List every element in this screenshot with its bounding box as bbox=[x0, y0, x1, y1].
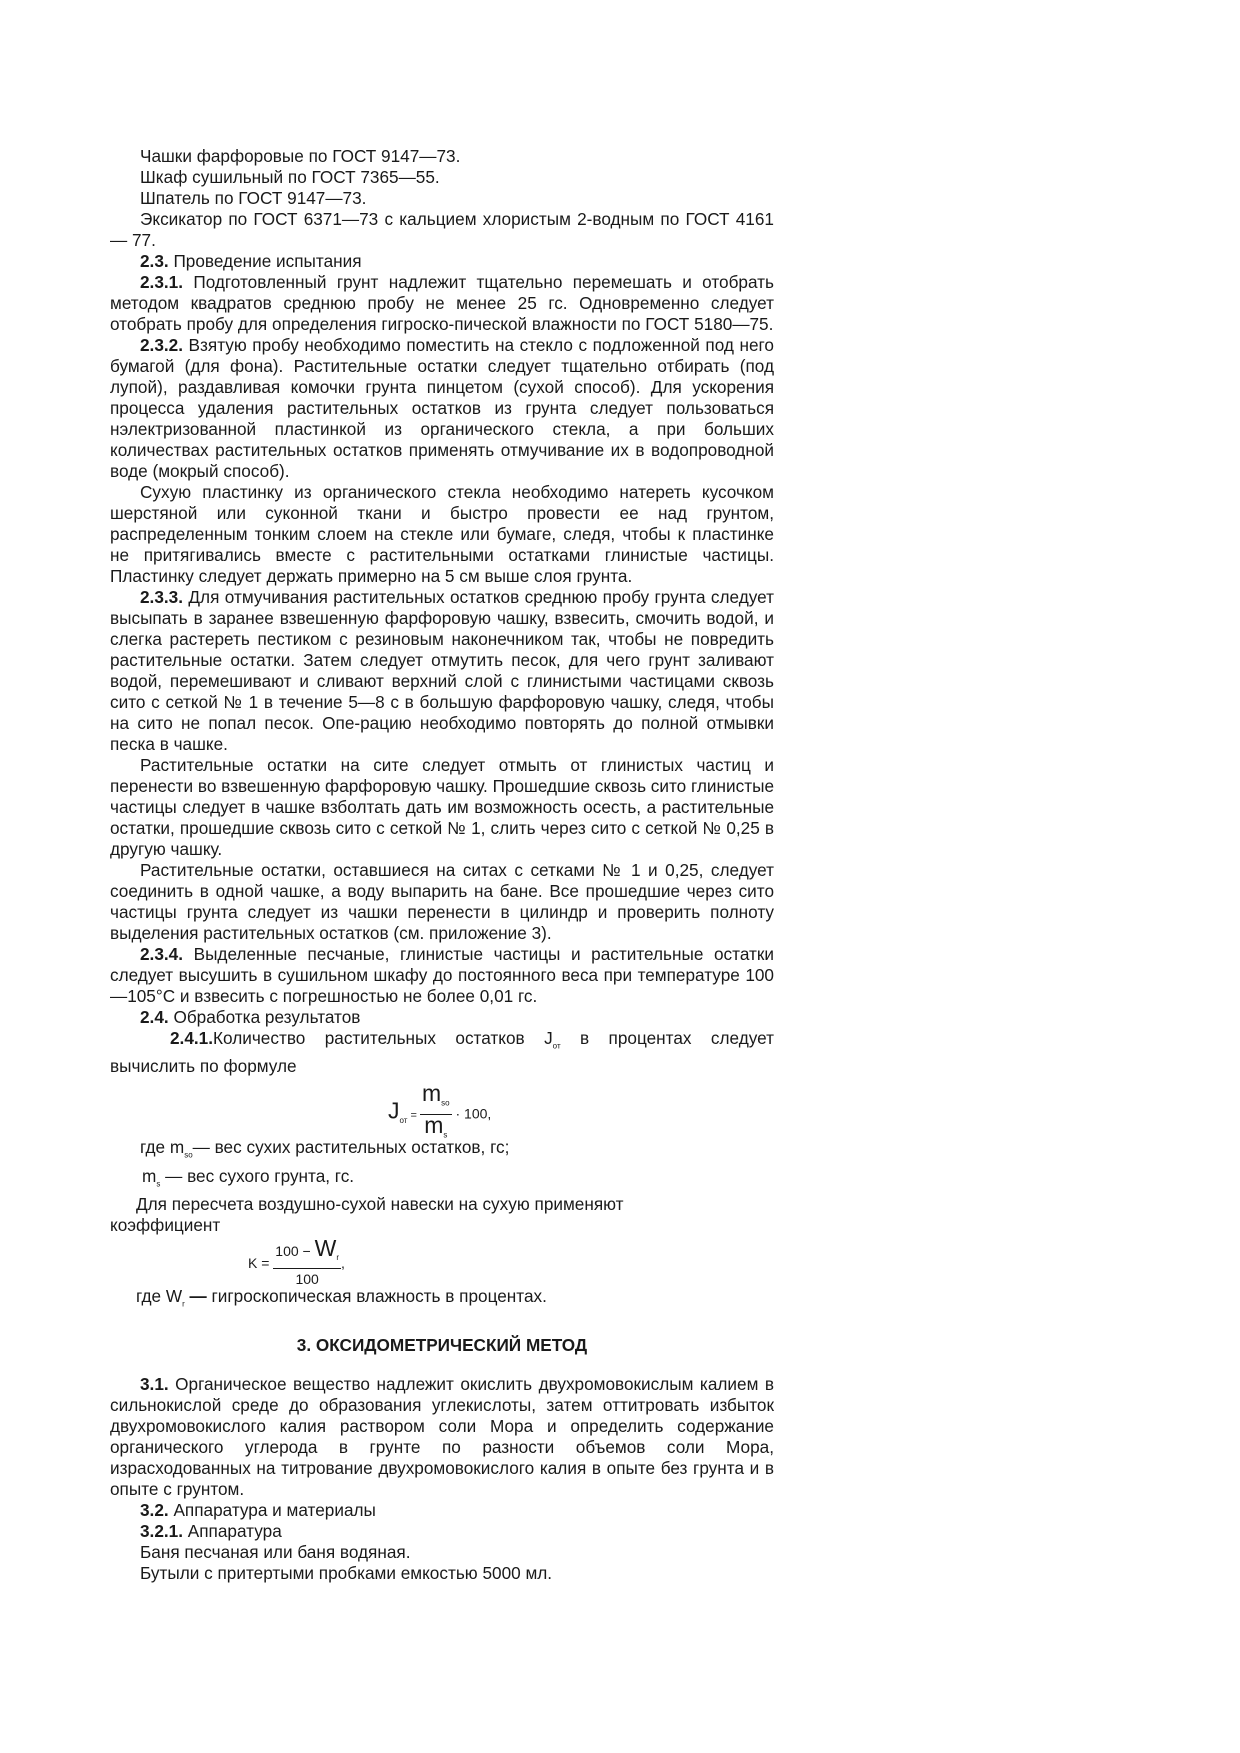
clause-2-3-2 bbox=[110, 335, 774, 482]
where-text: где W bbox=[136, 1286, 183, 1307]
clause-number: 2.3.2. bbox=[140, 335, 184, 355]
clause-number: 2.3.4. bbox=[140, 944, 184, 964]
section-title: Обработка результатов bbox=[168, 1007, 361, 1027]
section-3-2 bbox=[110, 1500, 774, 1521]
where-text: где m bbox=[140, 1137, 185, 1158]
clause-text: в процентах следует вычислить по формуле bbox=[110, 1028, 774, 1077]
formula-tail: , bbox=[341, 1255, 345, 1272]
clause-2-3-4 bbox=[110, 944, 774, 1007]
subscript: so bbox=[184, 1150, 193, 1160]
recalc-paragraph: Для пересчета воздушно-сухой навески на сухую применяют коэффициент bbox=[110, 1194, 624, 1236]
formula-body bbox=[388, 1080, 492, 1145]
text-line: Эксикатор по ГОСТ 6371—73 с кальцием хлористым 2-водным по ГОСТ 4161— 77. bbox=[110, 209, 774, 250]
section-2-3 bbox=[110, 251, 774, 272]
clause-2-3-3 bbox=[110, 587, 774, 755]
paragraph-sieve-1: Растительные остатки на сите следует отмыть от глинистых частиц и перенести во взвешенную фарфоровую чашку. Прошедшие сквозь сито глинистые частицы следует в чашке взболтать дать им возможность осесть, а растительные остатки, прошедшие сквозь сито с сеткой № 1, слить через сито с сеткой № 0,25 в другую чашку. bbox=[110, 755, 774, 859]
clause-text: Взятую пробу необходимо поместить на стекло с подложенной под него бумагой (для фона). Растительные остатки следует тщательно отбирать (под лупой), раздавливая комочки грунта пинцетом (сухой способ). Для ускорения процесса удаления растительных остатков из грунта следует пользоваться нэлектризованной пластинкой из органического стекла, а при больших количествах растительных остатков применять отмучивание их в водопроводной воде (мокрый способ). bbox=[110, 335, 774, 481]
numerator-const: 100 − bbox=[275, 1243, 315, 1260]
document-page bbox=[110, 146, 774, 1584]
clause-text: Для отмучивания растительных остатков среднюю пробу грунта следует высыпать в заранее взвешенную фарфоровую чашку, взвесить, смочить водой, и слегка растереть пестиком с резиновым наконечником так, чтобы не повредить растительные остатки. Затем следует отмутить песок, для чего грунт заливают водой, перемешивают и сливают верхний слой с глинистыми частицами сквозь сито с сеткой № 1 в течение 5—8 с в большую фарфоровую чашку, следя, чтобы на сито не попал песок. Опе-рацию необходимо повторять до полной отмывки песка в чашке. bbox=[110, 587, 774, 754]
clause-number: 2.3.3. bbox=[140, 587, 184, 607]
numerator-sub: so bbox=[441, 1098, 450, 1108]
where-humidity bbox=[110, 1286, 774, 1314]
where-text: — вес сухих растительных остатков, гс; bbox=[192, 1137, 510, 1158]
fraction-numerator bbox=[273, 1235, 341, 1269]
subscript: от bbox=[552, 1041, 561, 1051]
clause-3-1 bbox=[110, 1374, 774, 1500]
clause-2-4-1 bbox=[110, 1028, 774, 1077]
subscript: r bbox=[182, 1299, 185, 1309]
section-2-4 bbox=[110, 1007, 774, 1028]
text-line: Шкаф сушильный по ГОСТ 7365—55. bbox=[140, 167, 440, 187]
clause-2-3-1 bbox=[110, 272, 774, 335]
formula-fraction bbox=[420, 1080, 452, 1145]
numerator-sub: r bbox=[336, 1253, 340, 1263]
clause-text: Выделенные песчаные, глинистые частицы и растительные остатки следует высушить в сушильном шкафу до постоянного веса при температуре 100—105°С и взвесить с погрешностью не более 0,01 гс. bbox=[110, 944, 774, 1006]
paragraph-plate: Сухую пластинку из органического стекла необходимо натереть кусочком шерстяной или суконной ткани и быстро провести ее над грунтом, распределенным тонким слоем на стекле или бумаге, следя, чтобы к пластинке не притягивались вместе с растительными остатками глинистые частицы. Пластинку следует держать примерно на 5 см выше слоя грунта. bbox=[110, 482, 774, 586]
section-number: 2.4. bbox=[140, 1007, 169, 1027]
formula-organic-content bbox=[110, 1077, 774, 1140]
formula-equals: = bbox=[407, 1109, 420, 1122]
denominator-var: m bbox=[424, 1111, 444, 1138]
text-line: Шпатель по ГОСТ 9147—73. bbox=[140, 188, 367, 208]
section-title: Аппаратура и материалы bbox=[168, 1499, 376, 1520]
text-line: Чашки фарфоровые по ГОСТ 9147—73. bbox=[140, 146, 461, 166]
formula-body bbox=[248, 1235, 345, 1289]
section-3-2-1 bbox=[110, 1521, 774, 1542]
formula-lhs: J bbox=[388, 1097, 400, 1124]
fraction-numerator bbox=[420, 1080, 452, 1114]
fraction-denominator bbox=[424, 1111, 448, 1145]
where-text: гигроскопическая влажность в процентах. bbox=[211, 1286, 547, 1307]
numerator-var: m bbox=[421, 1080, 442, 1107]
where-text: m bbox=[142, 1165, 157, 1186]
clause-number: 2.3.1. bbox=[140, 272, 184, 292]
section-title: Проведение испытания bbox=[168, 251, 362, 271]
equipment-item: Баня песчаная или баня водяная. bbox=[140, 1541, 411, 1562]
clause-number: 3.1. bbox=[140, 1373, 169, 1394]
where-line-2 bbox=[110, 1166, 774, 1194]
equipment-item: Бутыли с притертыми пробками емкостью 5000 мл. bbox=[140, 1562, 553, 1583]
subscript: s bbox=[156, 1179, 161, 1189]
numerator-var: W bbox=[314, 1235, 337, 1262]
where-text: — вес сухого грунта, гс. bbox=[160, 1165, 355, 1186]
formula-fraction bbox=[273, 1235, 341, 1289]
section-number: 3.2. bbox=[140, 1499, 169, 1520]
denominator-sub: s bbox=[443, 1130, 448, 1140]
paragraph-sieve-2: Растительные остатки, оставшиеся на ситах с сетками № 1 и 0,25, следует соединить в одной чашке, а воду выпарить на бане. Все прошедшие через сито частицы грунта следует из чашки перенести в цилиндр и проверить полноту выделения растительных остатков (см. приложение 3). bbox=[110, 860, 774, 943]
dash: — bbox=[184, 1286, 212, 1307]
section-number: 3.2.1. bbox=[140, 1520, 184, 1541]
section-3-heading: 3. ОКСИДОМЕТРИЧЕСКИЙ МЕТОД bbox=[296, 1334, 588, 1355]
formula-tail: · 100, bbox=[451, 1105, 492, 1122]
clause-number: 2.4.1. bbox=[170, 1028, 214, 1048]
formula-lhs: K = bbox=[248, 1255, 274, 1272]
fraction-denominator: 100 bbox=[295, 1271, 319, 1288]
clause-text: Органическое вещество надлежит окислить двухромовокислым калием в сильнокислой среде до образования углекислоты, затем оттитровать избыток двухромовокислого калия раствором соли Мора и определить содержание органического углерода в грунте по разности объемов соли Мора, израсходованных на титрование двухромовокислого калия в опыте без грунта и в опыте с грунтом. bbox=[110, 1373, 774, 1499]
clause-text: Количество растительных остатков J bbox=[213, 1028, 553, 1048]
clause-text: Подготовленный грунт надлежит тщательно перемешать и отобрать методом квадратов среднюю пробу не менее 25 гс. Одновременно следует отобрать пробу для определения гигроско-пической влажности по ГОСТ 5180—75. bbox=[110, 272, 774, 334]
formula-coefficient bbox=[110, 1236, 774, 1286]
section-number: 2.3. bbox=[140, 251, 169, 271]
section-title: Аппаратура bbox=[183, 1520, 282, 1541]
formula-lhs-sub: от bbox=[399, 1116, 408, 1126]
